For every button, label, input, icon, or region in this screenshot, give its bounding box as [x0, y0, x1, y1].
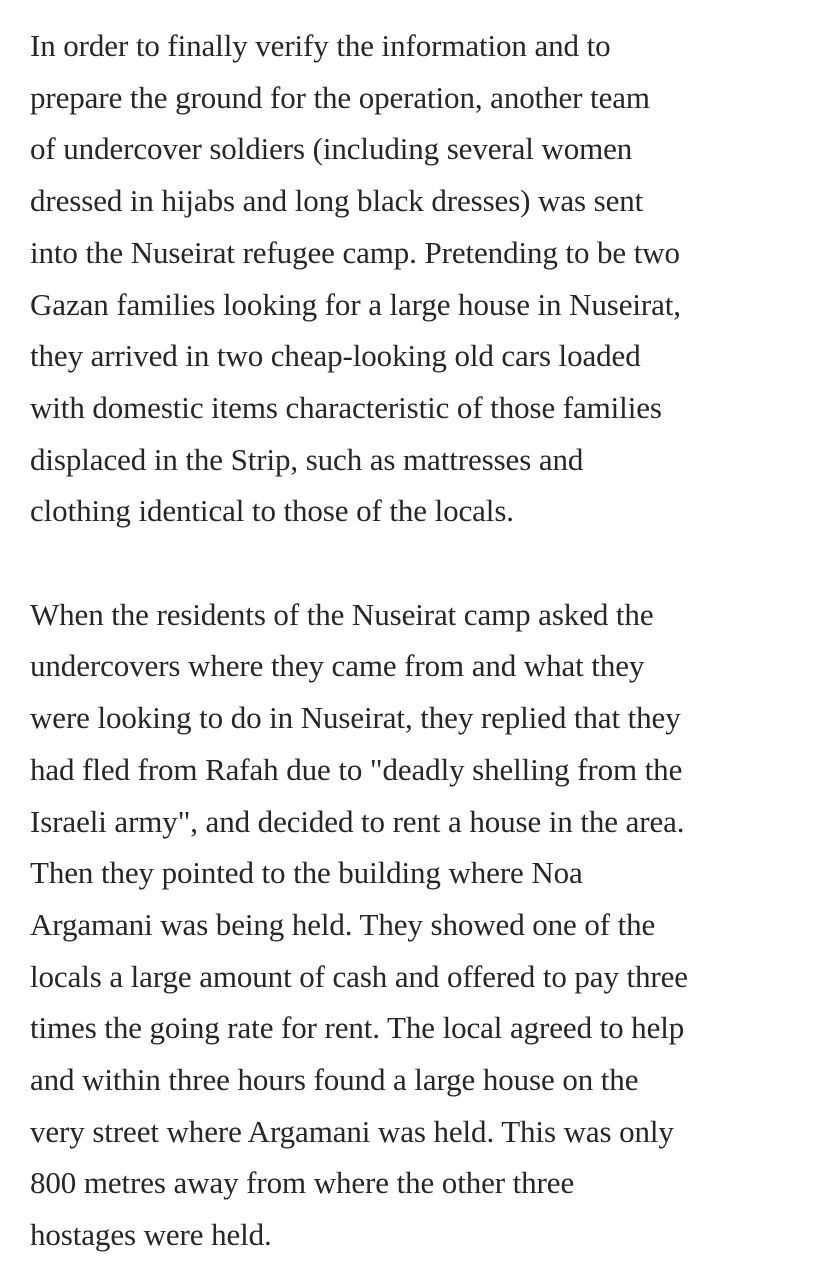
- text-line: and within three hours found a large house on the: [30, 1062, 639, 1098]
- text-line: had fled from Rafah due to "deadly shelling from the: [30, 751, 683, 787]
- text-line: clothing identical to those of the locals.: [30, 493, 514, 529]
- text-line: with domestic items characteristic of those families: [30, 389, 662, 425]
- text-line: Gazan families looking for a large house in Nuseirat,: [30, 286, 681, 322]
- text-line: hostages were held.: [30, 1217, 272, 1253]
- text-line: 800 metres away from where the other three: [30, 1165, 575, 1201]
- text-line: times the going rate for rent. The local agreed to help: [30, 1010, 685, 1046]
- paragraph-2: [30, 589, 810, 1261]
- text-line: undercovers where they came from and what they: [30, 648, 645, 684]
- paragraph-spacer: [30, 537, 810, 589]
- text-line: displaced in the Strip, such as mattresses and: [30, 441, 584, 477]
- text-line: Argamani was being held. They showed one of the: [30, 906, 656, 942]
- article-body: [30, 20, 810, 1261]
- text-line: In order to finally verify the information and to: [30, 28, 611, 63]
- text-line: they arrived in two cheap-looking old cars loaded: [30, 338, 641, 374]
- text-line: When the residents of the Nuseirat camp asked the: [30, 596, 654, 632]
- text-line: Then they pointed to the building where Noa: [30, 855, 583, 891]
- paragraph-1: [30, 20, 810, 537]
- text-line: prepare the ground for the operation, another team: [30, 79, 650, 115]
- text-line: were looking to do in Nuseirat, they replied that they: [30, 700, 681, 736]
- text-line: very street where Argamani was held. This was only: [30, 1113, 674, 1149]
- text-line: dressed in hijabs and long black dresses) was sent: [30, 183, 644, 219]
- text-line: Israeli army", and decided to rent a house in the area.: [30, 803, 685, 839]
- text-line: into the Nuseirat refugee camp. Pretending to be two: [30, 234, 680, 270]
- text-line: of undercover soldiers (including several women: [30, 131, 633, 167]
- text-line: locals a large amount of cash and offered to pay three: [30, 958, 688, 994]
